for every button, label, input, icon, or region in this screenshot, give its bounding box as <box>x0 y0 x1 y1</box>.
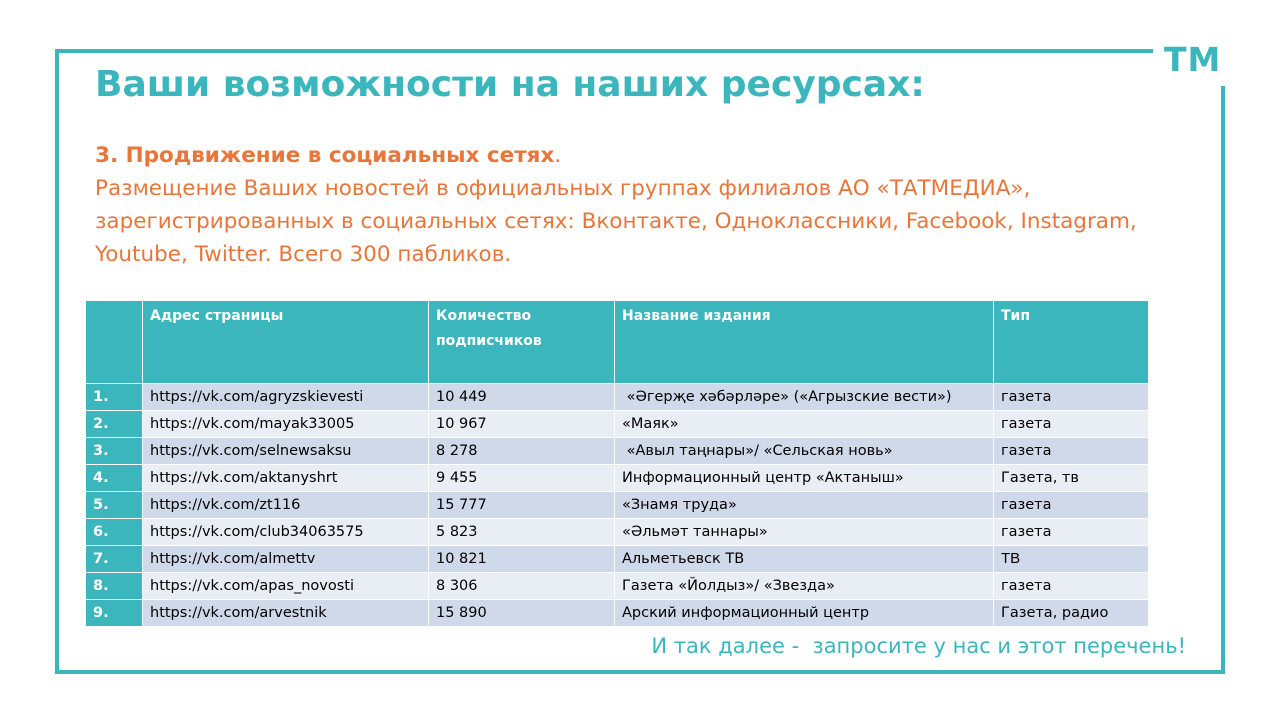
publication-type: ТВ <box>994 546 1149 573</box>
subscriber-count: 10 967 <box>429 411 615 438</box>
publication-type: газета <box>994 573 1149 600</box>
row-number: 4. <box>86 465 143 492</box>
publication-name: «Знамя труда» <box>615 492 994 519</box>
header-subscribers: Количество подписчиков <box>429 301 615 384</box>
page-url[interactable]: https://vk.com/aktanyshrt <box>143 465 429 492</box>
row-number: 3. <box>86 438 143 465</box>
slide-frame-top <box>55 49 1153 53</box>
section-text: Размещение Ваших новостей в официальных группах филиалов АО «ТАТМЕДИА», зарегистрированных в социальных сетях: Вконтакте, Одноклассники, Facebook, Instagram, Youtube, Twitter. Всего 300 пабликов. <box>95 176 1137 267</box>
publication-type: Газета, тв <box>994 465 1149 492</box>
table-row <box>86 573 1149 600</box>
page-url[interactable]: https://vk.com/arvestnik <box>143 600 429 627</box>
subscriber-count: 15 777 <box>429 492 615 519</box>
page-url[interactable]: https://vk.com/agryzskievesti <box>143 384 429 411</box>
table-row <box>86 600 1149 627</box>
row-number: 6. <box>86 519 143 546</box>
intro-paragraph <box>95 139 1155 271</box>
table-row <box>86 438 1149 465</box>
row-number: 5. <box>86 492 143 519</box>
subscriber-count: 8 278 <box>429 438 615 465</box>
table-row <box>86 465 1149 492</box>
subscriber-count: 10 821 <box>429 546 615 573</box>
publication-name: Газета «Йолдыз»/ «Звезда» <box>615 573 994 600</box>
page-url[interactable]: https://vk.com/selnewsaksu <box>143 438 429 465</box>
table-row <box>86 384 1149 411</box>
row-number: 9. <box>86 600 143 627</box>
header-number <box>86 301 143 384</box>
publication-name: Информационный центр «Актаныш» <box>615 465 994 492</box>
section-heading: 3. Продвижение в социальных сетях <box>95 143 555 168</box>
publication-name: Альметьевск ТВ <box>615 546 994 573</box>
header-publication: Название издания <box>615 301 994 384</box>
table-row <box>86 546 1149 573</box>
header-url: Адрес страницы <box>143 301 429 384</box>
page-title: Ваши возможности на наших ресурсах: <box>95 64 925 105</box>
publication-type: Газета, радио <box>994 600 1149 627</box>
publication-name: «Әгерҗе хәбәрләре» («Агрызские вести») <box>615 384 994 411</box>
slide-frame-right <box>1221 86 1225 674</box>
table-row <box>86 411 1149 438</box>
publication-type: газета <box>994 519 1149 546</box>
tm-logo: ТМ <box>1164 40 1222 79</box>
table-row <box>86 492 1149 519</box>
publication-name: «Авыл таңнары»/ «Сельская новь» <box>615 438 994 465</box>
subscriber-count: 15 890 <box>429 600 615 627</box>
subscriber-count: 8 306 <box>429 573 615 600</box>
publication-name: «Әльмәт таннары» <box>615 519 994 546</box>
subscriber-count: 5 823 <box>429 519 615 546</box>
publication-type: газета <box>994 438 1149 465</box>
page-url[interactable]: https://vk.com/apas_novosti <box>143 573 429 600</box>
slide-frame-left <box>55 49 59 674</box>
subscriber-count: 10 449 <box>429 384 615 411</box>
page-url[interactable]: https://vk.com/almettv <box>143 546 429 573</box>
social-pages-table <box>85 300 1149 627</box>
page-url[interactable]: https://vk.com/mayak33005 <box>143 411 429 438</box>
publication-type: газета <box>994 492 1149 519</box>
slide-frame-bottom <box>55 670 1225 674</box>
row-number: 8. <box>86 573 143 600</box>
publication-name: «Маяк» <box>615 411 994 438</box>
page-url[interactable]: https://vk.com/club34063575 <box>143 519 429 546</box>
publication-type: газета <box>994 411 1149 438</box>
table-row <box>86 519 1149 546</box>
subscriber-count: 9 455 <box>429 465 615 492</box>
publication-type: газета <box>994 384 1149 411</box>
publication-name: Арский информационный центр <box>615 600 994 627</box>
header-type: Тип <box>994 301 1149 384</box>
page-url[interactable]: https://vk.com/zt116 <box>143 492 429 519</box>
section-heading-period: . <box>554 143 562 168</box>
row-number: 2. <box>86 411 143 438</box>
row-number: 7. <box>86 546 143 573</box>
table-header-row <box>86 301 1149 384</box>
closing-note: И так далее - запросите у нас и этот перечень! <box>651 634 1186 658</box>
row-number: 1. <box>86 384 143 411</box>
